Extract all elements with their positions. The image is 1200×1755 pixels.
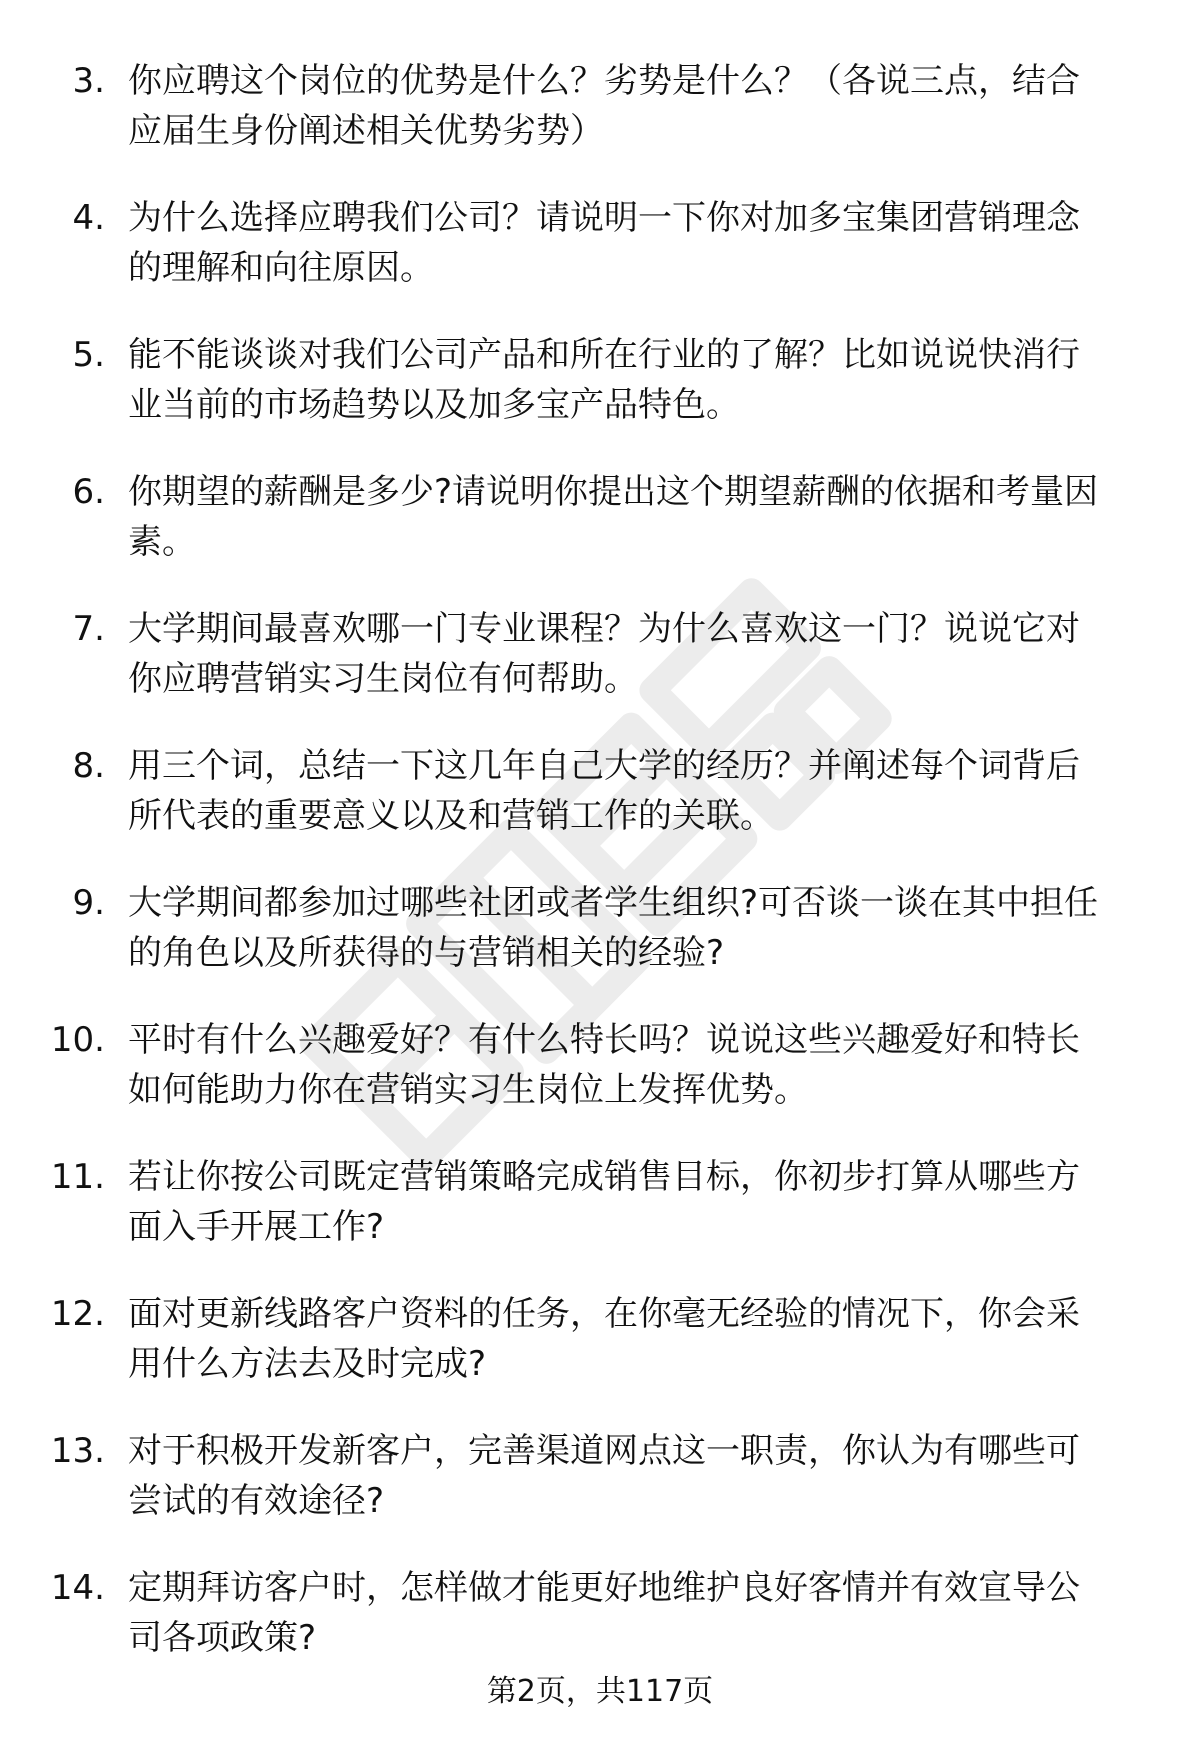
question-text-line: 用三个词，总结一下这几年自己大学的经历？并阐述每个词背后 <box>128 746 1080 786</box>
question-text <box>128 1015 1148 1115</box>
question-number: 13. <box>50 1431 105 1471</box>
question-text <box>128 1563 1148 1663</box>
question-number: 3. <box>72 61 105 101</box>
question-number: 4. <box>72 198 105 238</box>
question-item <box>0 56 1200 193</box>
question-text-line: 为什么选择应聘我们公司？请说明一下你对加多宝集团营销理念 <box>128 198 1080 238</box>
question-number: 9. <box>72 883 105 923</box>
question-item <box>0 1152 1200 1289</box>
question-text-line: 司各项政策? <box>128 1618 317 1658</box>
question-text <box>128 193 1148 293</box>
question-text-line: 大学期间最喜欢哪一门专业课程？为什么喜欢这一门？说说它对 <box>128 609 1080 649</box>
question-item <box>0 741 1200 878</box>
question-number: 7. <box>72 609 105 649</box>
question-text-line: 所代表的重要意义以及和营销工作的关联。 <box>128 796 774 836</box>
question-text <box>128 1426 1148 1526</box>
question-text-line: 业当前的市场趋势以及加多宝产品特色。 <box>128 385 740 425</box>
question-text <box>128 878 1148 978</box>
question-text-line: 平时有什么兴趣爱好？有什么特长吗？说说这些兴趣爱好和特长 <box>128 1020 1080 1060</box>
question-text-line: 的理解和向往原因。 <box>128 248 434 288</box>
question-number: 10. <box>50 1020 105 1060</box>
question-text <box>128 1152 1148 1252</box>
question-item <box>0 1426 1200 1563</box>
question-number: 12. <box>50 1294 105 1334</box>
question-list <box>0 56 1200 1700</box>
question-text-line: 如何能助力你在营销实习生岗位上发挥优势。 <box>128 1070 808 1110</box>
question-text-line: 尝试的有效途径? <box>128 1481 385 1521</box>
question-item <box>0 878 1200 1015</box>
question-number: 6. <box>72 472 105 512</box>
question-text <box>128 467 1148 567</box>
page-number: 第2页，共117页 <box>486 1674 714 1709</box>
question-text-line: 用什么方法去及时完成? <box>128 1344 487 1384</box>
question-text-line: 面入手开展工作? <box>128 1207 385 1247</box>
question-number: 8. <box>72 746 105 786</box>
question-item <box>0 1289 1200 1426</box>
question-text-line: 应届生身份阐述相关优势劣势） <box>128 111 604 151</box>
question-text-line: 若让你按公司既定营销策略完成销售目标，你初步打算从哪些方 <box>128 1157 1080 1197</box>
question-text-line: 大学期间都参加过哪些社团或者学生组织?可否谈一谈在其中担任 <box>128 883 1099 923</box>
question-text-line: 你期望的薪酬是多少?请说明你提出这个期望薪酬的依据和考量因 <box>128 472 1099 512</box>
question-text-line: 对于积极开发新客户，完善渠道网点这一职责，你认为有哪些可 <box>128 1431 1080 1471</box>
question-text-line: 能不能谈谈对我们公司产品和所在行业的了解？比如说说快消行 <box>128 335 1080 375</box>
question-text-line: 的角色以及所获得的与营销相关的经验? <box>128 933 725 973</box>
question-text-line: 面对更新线路客户资料的任务，在你毫无经验的情况下，你会采 <box>128 1294 1080 1334</box>
question-number: 14. <box>50 1568 105 1608</box>
question-number: 5. <box>72 335 105 375</box>
question-item <box>0 330 1200 467</box>
question-item <box>0 1015 1200 1152</box>
question-item <box>0 467 1200 604</box>
question-item <box>0 193 1200 330</box>
question-text <box>128 56 1148 156</box>
question-item <box>0 604 1200 741</box>
question-text <box>128 1289 1148 1389</box>
question-text-line: 你应聘这个岗位的优势是什么？劣势是什么？（各说三点，结合 <box>128 61 1080 101</box>
question-text-line: 你应聘营销实习生岗位有何帮助。 <box>128 659 638 699</box>
question-number: 11. <box>50 1157 105 1197</box>
question-text <box>128 741 1148 841</box>
question-text <box>128 604 1148 704</box>
question-text <box>128 330 1148 430</box>
question-text-line: 素。 <box>128 522 196 562</box>
question-text-line: 定期拜访客户时，怎样做才能更好地维护良好客情并有效宣导公 <box>128 1568 1080 1608</box>
